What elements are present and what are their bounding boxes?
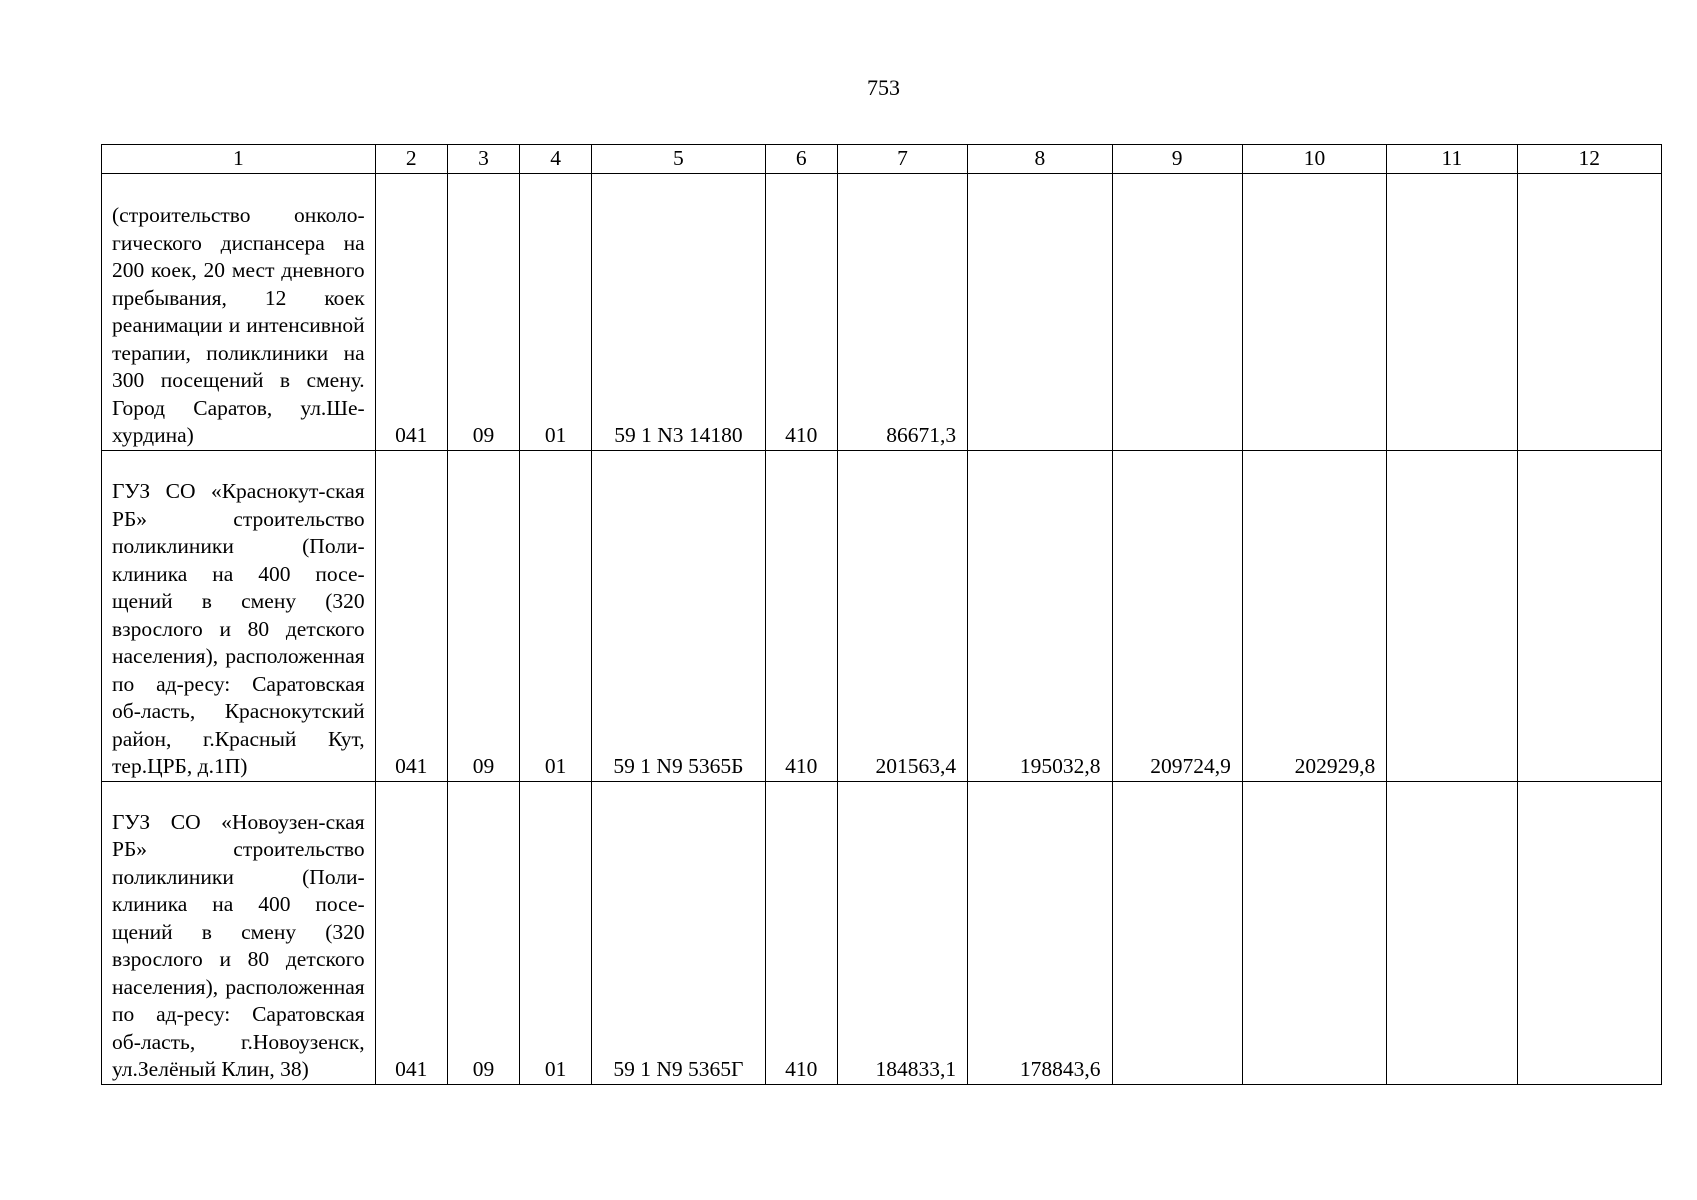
amount-col-10: 202929,8 [1242, 450, 1386, 781]
amount-col-10 [1242, 173, 1386, 450]
amount-col-7: 184833,1 [837, 781, 967, 1084]
column-number: 10 [1242, 145, 1386, 174]
column-number: 3 [447, 145, 519, 174]
row-description: ГУЗ СО «Новоузен-ская РБ» строительство поликлиники (Поли-клиника на 400 посе-щений в смену (320 взрослого и 80 детского населения), расположенная по ад-ресу: Саратовская об-ласть, г.Новоузенск, ул.Зелёный Клин, 38) [102, 781, 376, 1084]
column-number: 9 [1112, 145, 1242, 174]
amount-col-7: 86671,3 [837, 173, 967, 450]
amount-col-8: 195032,8 [968, 450, 1112, 781]
expense-type-code: 410 [765, 781, 837, 1084]
column-number: 2 [375, 145, 447, 174]
target-article-code: 59 1 N3 14180 [592, 173, 765, 450]
subsection-code: 01 [520, 173, 592, 450]
subsection-code: 01 [520, 450, 592, 781]
section-code: 09 [447, 173, 519, 450]
amount-col-8: 178843,6 [968, 781, 1112, 1084]
column-number: 8 [968, 145, 1112, 174]
amount-col-12 [1517, 173, 1661, 450]
amount-col-9 [1112, 781, 1242, 1084]
amount-col-8 [968, 173, 1112, 450]
amount-col-11 [1387, 450, 1517, 781]
column-number-row [102, 145, 1662, 174]
ministry-code: 041 [375, 781, 447, 1084]
expense-type-code: 410 [765, 173, 837, 450]
amount-col-9: 209724,9 [1112, 450, 1242, 781]
ministry-code: 041 [375, 173, 447, 450]
section-code: 09 [447, 450, 519, 781]
row-description: (строительство онколо-гического диспансера на 200 коек, 20 мест дневного пребывания, 12 коек реанимации и интенсивной терапии, поликлиники на 300 посещений в смену. Город Саратов, ул.Ше-хурдина) [102, 173, 376, 450]
budget-table [101, 144, 1662, 1085]
table-row [102, 781, 1662, 1084]
column-number: 4 [520, 145, 592, 174]
subsection-code: 01 [520, 781, 592, 1084]
column-number: 1 [102, 145, 376, 174]
target-article-code: 59 1 N9 5365Б [592, 450, 765, 781]
column-number: 5 [592, 145, 765, 174]
column-number: 7 [837, 145, 967, 174]
amount-col-12 [1517, 781, 1661, 1084]
page-number: 753 [867, 75, 900, 100]
amount-col-12 [1517, 450, 1661, 781]
section-code: 09 [447, 781, 519, 1084]
column-number: 12 [1517, 145, 1661, 174]
target-article-code: 59 1 N9 5365Г [592, 781, 765, 1084]
column-number: 6 [765, 145, 837, 174]
amount-col-10 [1242, 781, 1386, 1084]
row-description: ГУЗ СО «Краснокут-ская РБ» строительство поликлиники (Поли-клиника на 400 посе-щений в смену (320 взрослого и 80 детского населения), расположенная по ад-ресу: Саратовская об-ласть, Краснокутский район, г.Красный Кут, тер.ЦРБ, д.1П) [102, 450, 376, 781]
table-row [102, 450, 1662, 781]
table-row [102, 173, 1662, 450]
amount-col-11 [1387, 173, 1517, 450]
amount-col-9 [1112, 173, 1242, 450]
expense-type-code: 410 [765, 450, 837, 781]
amount-col-11 [1387, 781, 1517, 1084]
column-number: 11 [1387, 145, 1517, 174]
amount-col-7: 201563,4 [837, 450, 967, 781]
ministry-code: 041 [375, 450, 447, 781]
